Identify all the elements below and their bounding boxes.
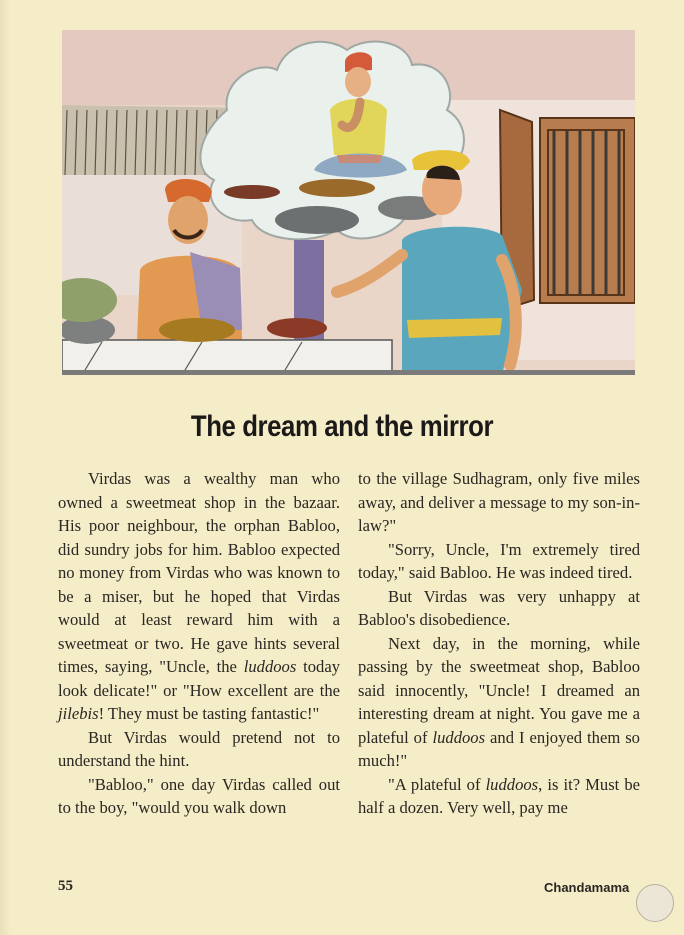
- article-title: The dream and the mirror: [190, 410, 494, 443]
- paragraph: "Sorry, Uncle, I'm extremely tired today," said Babloo. He was indeed tired.: [358, 539, 640, 582]
- paragraph: Next day, in the morning, while passing by the sweetmeat shop, Babloo said innocently, "Uncle! I dreamed an interesting dream at night. You gave me a plateful of luddoos and I enjoyed them so much!": [358, 633, 640, 770]
- paragraph: But Virdas was very unhappy at Babloo's disobedience.: [358, 586, 640, 629]
- right-column: [358, 467, 640, 820]
- paragraph: "A plateful of luddoos, is it? Must be half a dozen. Very well, pay me: [358, 774, 640, 817]
- story-illustration: [62, 30, 635, 375]
- paragraph: "Babloo," one day Virdas called out to the boy, "would you walk down: [58, 774, 340, 817]
- library-stamp-icon: [636, 884, 674, 922]
- paragraph: But Virdas would pretend not to understand the hint.: [58, 727, 340, 770]
- page-edge: [0, 0, 10, 935]
- paragraph: to the village Sudhagram, only five miles away, and deliver a message to my son-in-law?": [358, 469, 640, 535]
- magazine-name: Chandamama: [544, 880, 630, 895]
- left-column: [58, 467, 340, 820]
- page-number: 55: [58, 878, 73, 894]
- paragraph: Virdas was a wealthy man who owned a sweetmeat shop in the bazaar. His poor neighbour, the orphan Babloo, did sundry jobs for him. Babloo expected no money from Virdas who was known to be a miser, but he hoped that Virdas would at least reward him with a sweetmeat or two. He gave hints several times, saying, "Uncle, the luddoos today look delicate!" or "How excellent are the jilebis! They must be tasting fantastic!": [58, 469, 340, 723]
